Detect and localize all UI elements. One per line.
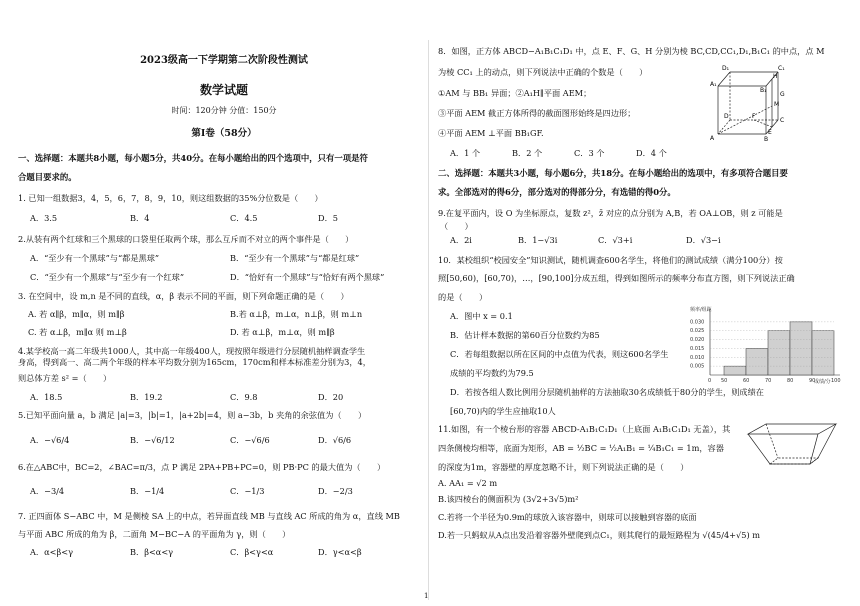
- q3-option-a: A. 若 α∥β，m∥α，则 m∥β: [28, 309, 125, 319]
- q10-stem-2: 照[50,60)，[60,70)，…，[90,100]分成五组，得到如图所示的频率分布直方图，则下列说法正确: [438, 273, 795, 283]
- q11-option-b: B.该四棱台的侧面积为 (3√2+3√5)m²: [438, 494, 579, 504]
- q9-option-b: B．1−√3i: [518, 235, 558, 245]
- cube-label-f: F: [752, 113, 756, 120]
- q8-stem: 8．如图，正方体 ABCD−A₁B₁C₁D₁ 中，点 E、F、G、H 分别为棱 BC,CD,CC₁,D₁,B₁C₁ 的中点，点 M: [438, 46, 825, 56]
- q11-option-d: D.若一只蚂蚁从A点出发沿着容器外壁爬到点C₁，则其爬行的最短路程为 √(45/4+√5) m: [438, 530, 761, 540]
- q5-option-b: B．−√6/12: [130, 435, 175, 445]
- q7-option-a: A．α<β<γ: [30, 547, 73, 557]
- q2-option-d: D．“恰好有一个黑球”与“恰好有两个黑球”: [230, 272, 385, 282]
- part-title: 第Ⅰ卷（58分）: [191, 128, 257, 139]
- q4-option-b: B．19.2: [130, 392, 163, 402]
- q10-option-b: B．估计样本数据的第60百分位数约为85: [450, 330, 600, 340]
- hist-x-tick-1: 50: [721, 378, 728, 384]
- q8-option-a: A．1 个: [450, 148, 481, 158]
- q6-option-a: A．−3/4: [30, 486, 65, 496]
- cube-label-e: E: [768, 129, 772, 136]
- q3-option-c: C. 若 α⊥β，m∥α 则 m⊥β: [28, 327, 127, 337]
- q10-stem: 10．某校组织“校园安全”知识测试，随机调查600名学生，将他们的测试成绩（满分100分）按: [438, 255, 783, 265]
- cube-label-h: H: [773, 73, 778, 80]
- page-number: 1: [424, 592, 429, 600]
- section2-heading: 二、选择题：本题共3小题，每小题6分，共18分。在每小题给出的选项中，有多项符合题目要: [438, 168, 788, 178]
- hist-x-tick-3: 70: [765, 378, 772, 384]
- cube-label-d1: D₁: [722, 65, 730, 72]
- q6-option-b: B．−1/4: [130, 486, 165, 496]
- cube-label-g: G: [780, 91, 785, 98]
- hist-x-tick-5: 90: [809, 378, 816, 384]
- right-column: [438, 0, 850, 606]
- q6-option-c: C．−1/3: [230, 486, 265, 496]
- frustum-figure: [740, 420, 845, 475]
- q6-stem: 6.在△ABC中，BC=2，∠BAC=π/3，点 P 满足 2PA+PB+PC=0，则 PB·PC 的最大值为（ ）: [18, 462, 386, 472]
- frequency-histogram: [688, 305, 848, 385]
- q7-option-b: B．β<α<γ: [130, 547, 174, 557]
- hist-y-tick-0: 0.030: [690, 319, 705, 326]
- hist-bar-2: [768, 331, 790, 375]
- hist-bar-1: [746, 348, 768, 375]
- hist-y-tick-4: 0.010: [690, 354, 705, 361]
- q10-option-c-2: 成绩的平均数约为79.5: [450, 368, 534, 378]
- q3-option-d: D. 若 α⊥β，m⊥α，则 m∥β: [230, 327, 335, 337]
- q3-option-b: B.若 α⊥β，m⊥α，n⊥β，则 m⊥n: [230, 309, 363, 319]
- cube-label-m: M: [774, 101, 780, 108]
- q2-stem: 2.从装有两个红球和三个黑球的口袋里任取两个球，那么互斥而不对立的两个事件是（ ）: [18, 234, 354, 244]
- q8-option-c: C．3 个: [574, 148, 605, 158]
- q11-stem-2: 四条侧棱均相等，底面为矩形，AB = ½BC = ½A₁B₁ = ¼B₁C₁ = 1m，容器: [438, 443, 724, 453]
- q11-option-a: A. AA₁ = √2 m: [438, 478, 498, 488]
- q1-option-d: D．5: [318, 213, 338, 223]
- hist-y-tick-2: 0.020: [690, 337, 705, 344]
- q1-option-b: B．4: [130, 213, 150, 223]
- cube-label-a1: A₁: [710, 81, 717, 88]
- left-column: [18, 0, 430, 606]
- hist-x-tick-0: 0: [708, 378, 712, 384]
- q10-option-a: A．图中 x = 0.1: [450, 311, 513, 321]
- cube-label-c: C: [780, 117, 785, 124]
- q10-stem-3: 的是（ ）: [438, 292, 488, 302]
- section1-heading-2: 合题目要求的。: [18, 172, 77, 182]
- q11-stem: 11.如图，有一个棱台形的容器 ABCD-A₁B₁C₁D₁（上底面 A₁B₁C₁D₁ 无盖），其: [438, 424, 731, 434]
- hist-bar-0: [724, 366, 746, 375]
- q8-statement-1: ①AM 与 BB₁ 异面；②A₁H∥平面 AEM；: [438, 88, 592, 98]
- q3-stem: 3. 在空间中，设 m,n 是不同的直线，α，β 表示不同的平面，则下列命题正确的是（ ）: [18, 291, 349, 301]
- section2-heading-2: 求。全部选对的得6分，部分选对的得部分分，有选错的得0分。: [438, 187, 676, 197]
- cube-label-d: D: [724, 113, 729, 120]
- q5-option-a: A．−√6/4: [30, 435, 70, 445]
- hist-y-tick-3: 0.015: [690, 345, 705, 352]
- q7-stem-2: 与平面 ABC 所成的角为 β，二面角 M−BC−A 的平面角为 γ，则（ ）: [18, 529, 291, 539]
- q4-stem-3: 则总体方差 s² =（ ）: [18, 373, 112, 383]
- q9-stem: 9.在复平面内，设 O 为坐标原点，复数 z²，z̄ 对应的点分别为 A,B，若 OA⊥OB，则 z 可能是: [438, 208, 783, 218]
- q11-option-c: C.若将一个半径为0.9m的球放入该容器中，则球可以接触到容器的底面: [438, 512, 697, 522]
- q7-option-d: D．γ<α<β: [318, 547, 362, 557]
- subject-title: 数学试题: [199, 83, 248, 97]
- q8-statement-2: ③平面 AEM 截正方体所得的截面图形始终是四边形；: [438, 108, 636, 118]
- section1-heading: 一、选择题：本题共8小题，每小题5分，共40分。在每小题给出的四个选项中，只有一项是符: [18, 153, 368, 163]
- q4-stem: 4.某学校高一高二年级共1000人，其中高一年级400人，现按照年级进行分层随机抽样调查学生: [18, 346, 366, 356]
- exam-title: 2023级高一下学期第二次阶段性测试: [140, 55, 308, 66]
- q1-option-a: A．3.5: [30, 213, 58, 223]
- q4-stem-2: 身高，得到高一、高二两个年级的样本平均数分别为165cm，170cm和样本标准差分别为3，4，: [18, 357, 371, 367]
- cube-label-b1: B₁: [760, 87, 767, 94]
- exam-meta: 时间：120分钟 分值：150分: [171, 106, 277, 115]
- hist-ylabel: 频率/组距: [690, 307, 712, 313]
- hist-bar-4: [812, 331, 834, 375]
- cube-label-a: A: [710, 135, 715, 142]
- q8-stem-2: 为棱 CC₁ 上的动点，则下列说法中正确的个数是（ ）: [438, 67, 648, 77]
- q8-option-d: D．4 个: [636, 148, 667, 158]
- q9-option-a: A．2i: [450, 235, 472, 245]
- q2-option-b: B．“至少有一个黑球”与“都是红球”: [230, 253, 360, 263]
- hist-y-tick-1: 0.025: [690, 328, 705, 335]
- hist-x-tick-6: 100: [831, 378, 841, 384]
- q4-option-d: D．20: [318, 392, 344, 402]
- hist-x-tick-2: 60: [743, 378, 750, 384]
- q2-option-a: A．“至少有一个黑球”与“都是黑球”: [30, 253, 160, 263]
- q9-option-d: D．√3−i: [686, 235, 721, 245]
- q9-stem-2: （ ）: [440, 221, 473, 231]
- q10-option-d: D．若按各组人数比例用分层随机抽样的方法抽取30名成绩低于80分的学生，则成绩在: [450, 387, 764, 397]
- q4-option-a: A．18.5: [30, 392, 63, 402]
- q10-option-c: C．若每组数据以所在区间的中点值为代表，则这600名学生: [450, 349, 669, 359]
- q9-option-c: C．√3+i: [598, 235, 633, 245]
- q11-stem-3: 的深度为1m，容器壁的厚度忽略不计，则下列说法正确的是（ ）: [438, 462, 689, 472]
- q1-option-c: C．4.5: [230, 213, 258, 223]
- q4-option-c: C．9.8: [230, 392, 258, 402]
- q5-option-c: C．−√6/6: [230, 435, 270, 445]
- q6-option-d: D．−2/3: [318, 486, 353, 496]
- cube-figure: [708, 62, 788, 142]
- q7-option-c: C．β<γ<α: [230, 547, 274, 557]
- q1-stem: 1. 已知一组数据3，4，5，6，7，8，9，10，则这组数据的35%分位数是（ ）: [18, 193, 323, 203]
- q5-stem: 5.已知平面向量 a，b 满足 |a|=3，|b|=1，|a+2b|=4，则 a−3b，b 夹角的余弦值为（ ）: [18, 410, 367, 420]
- hist-y-tick-5: 0.005: [690, 363, 705, 370]
- cube-label-c1: C₁: [778, 65, 785, 72]
- q5-option-d: D．√6/6: [318, 435, 352, 445]
- q8-option-b: B．2 个: [512, 148, 543, 158]
- q7-stem: 7. 正四面体 S−ABC 中，M 是侧棱 SA 上的中点，若异面直线 MB 与直线 AC 所成的角为 α，直线 MB: [18, 511, 400, 521]
- q8-statement-3: ④平面 AEM ⊥平面 BB₁GF.: [438, 128, 544, 138]
- hist-x-tick-4: 80: [787, 378, 794, 384]
- cube-label-b: B: [764, 136, 769, 142]
- q2-option-c: C．“至少有一个黑球”与“至少有一个红球”: [30, 272, 185, 282]
- hist-xlabel: 成绩/分: [814, 379, 831, 385]
- q10-option-d-2: [60,70)内的学生应抽取10人: [450, 406, 556, 416]
